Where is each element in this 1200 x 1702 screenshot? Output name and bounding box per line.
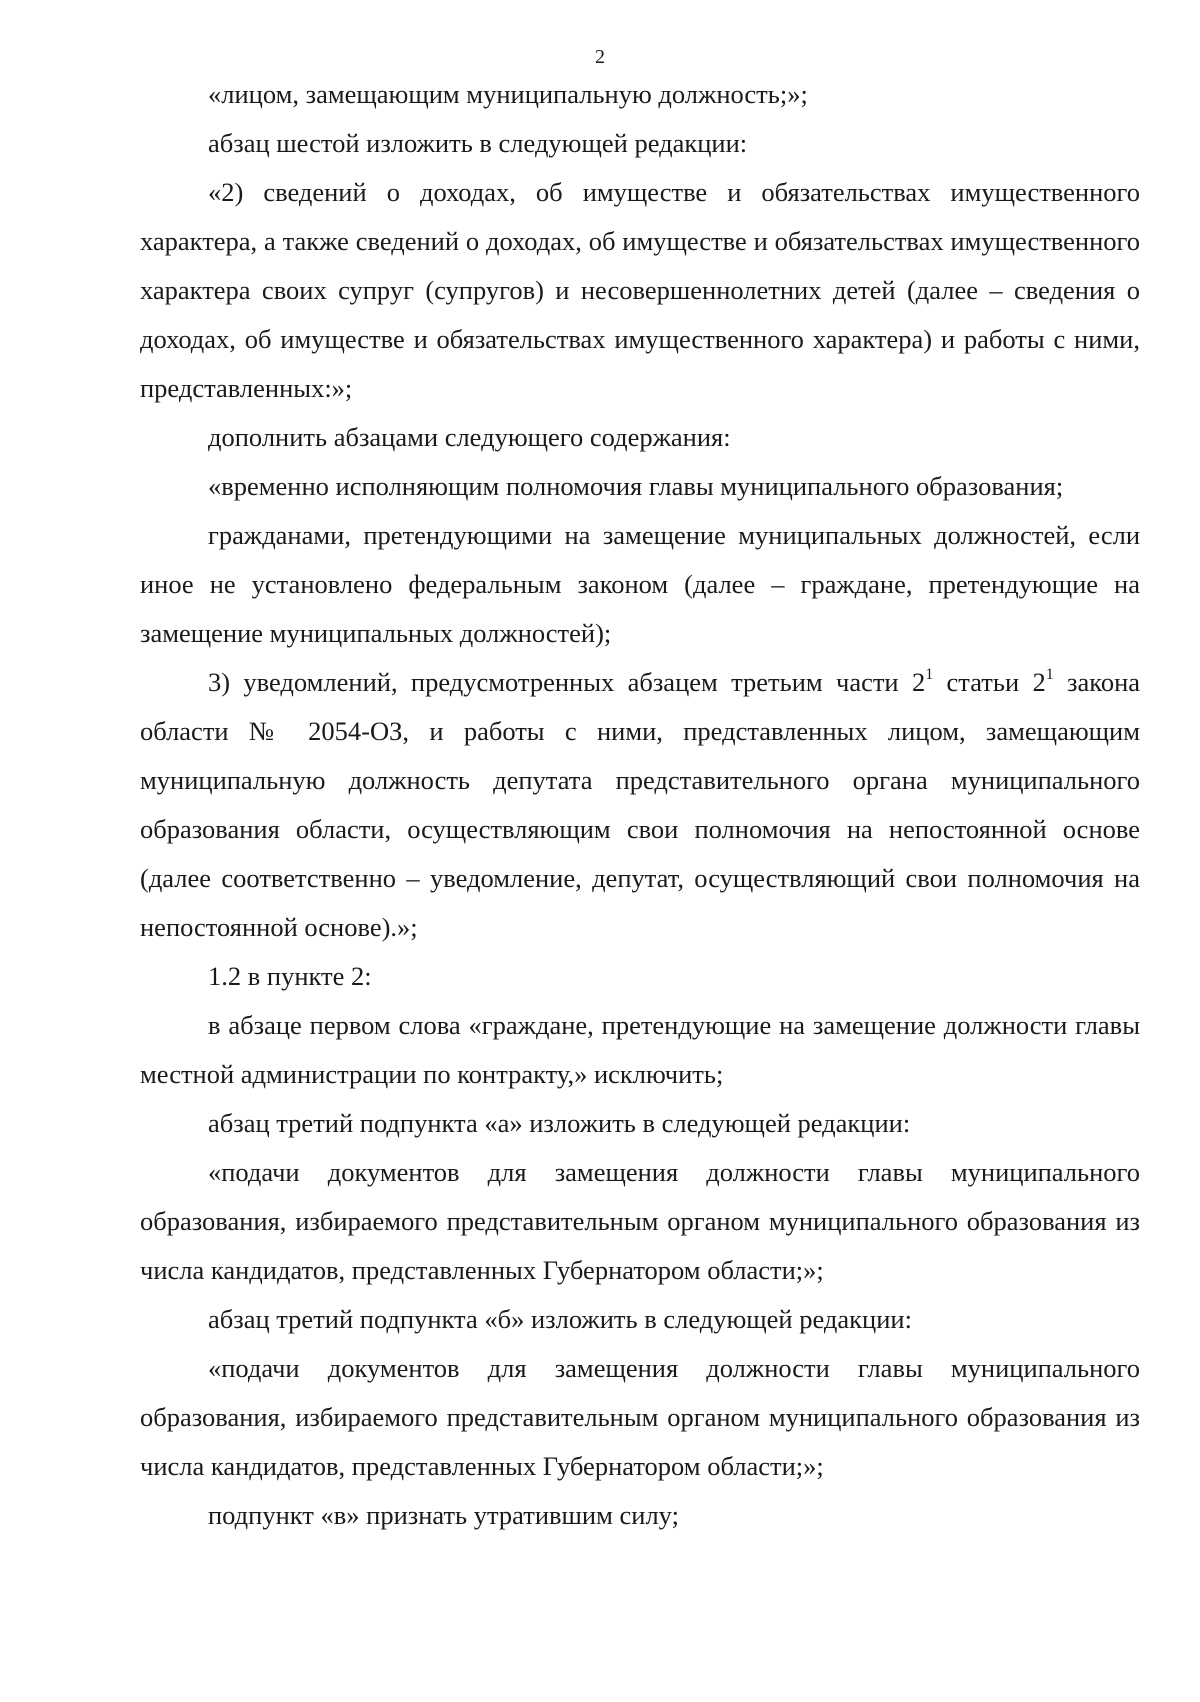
paragraph-8: 1.2 в пункте 2: xyxy=(208,961,372,991)
paragraph-2: абзац шестой изложить в следующей редакции: xyxy=(208,128,748,158)
paragraph-14: подпункт «в» признать утратившим силу; xyxy=(208,1500,679,1530)
paragraph-12: абзац третий подпункта «б» изложить в следующей редакции: xyxy=(208,1304,912,1334)
paragraph-7-part-3: закона области № 2054-ОЗ, и работы с ними, представленных лицом, замещающим муниципальную должность депутата представительного органа муниципального образования области, осуществляющим свои полномочия на непостоянной основе (далее соответственно – уведомление, депутат, осуществляющий свои полномочия на непостоянной основе).»; xyxy=(140,667,1141,942)
superscript-1: 1 xyxy=(925,666,934,684)
paragraph-7-part-2: статьи 2 xyxy=(933,667,1046,697)
paragraph-9: в абзаце первом слова «граждане, претендующие на замещение должности главы местной администрации по контракту,» исключить; xyxy=(140,1010,1140,1089)
page-number: 2 xyxy=(595,46,605,68)
superscript-2: 1 xyxy=(1045,666,1054,684)
document-body xyxy=(140,70,1140,1540)
paragraph-5: «временно исполняющим полномочия главы муниципального образования; xyxy=(208,471,1064,501)
paragraph-1: «лицом, замещающим муниципальную должность;»; xyxy=(208,79,808,109)
paragraph-7 xyxy=(140,658,1140,952)
paragraph-6: гражданами, претендующими на замещение муниципальных должностей, если иное не установлено федеральным законом (далее – граждане, претендующие на замещение муниципальных должностей); xyxy=(140,520,1140,648)
paragraph-11: «подачи документов для замещения должности главы муниципального образования, избираемого представительным органом муниципального образования из числа кандидатов, представленных Губернатором области;»; xyxy=(140,1157,1140,1285)
paragraph-13: «подачи документов для замещения должности главы муниципального образования, избираемого представительным органом муниципального образования из числа кандидатов, представленных Губернатором области;»; xyxy=(140,1353,1140,1481)
paragraph-4: дополнить абзацами следующего содержания: xyxy=(208,422,731,452)
paragraph-3: «2) сведений о доходах, об имуществе и обязательствах имущественного характера, а также сведений о доходах, об имуществе и обязательствах имущественного характера своих супруг (супругов) и несовершеннолетних детей (далее – сведения о доходах, об имуществе и обязательствах имущественного характера) и работы с ними, представленных:»; xyxy=(140,177,1140,403)
paragraph-7-part-1: 3) уведомлений, предусмотренных абзацем третьим части 2 xyxy=(208,667,926,697)
paragraph-10: абзац третий подпункта «а» изложить в следующей редакции: xyxy=(208,1108,911,1138)
